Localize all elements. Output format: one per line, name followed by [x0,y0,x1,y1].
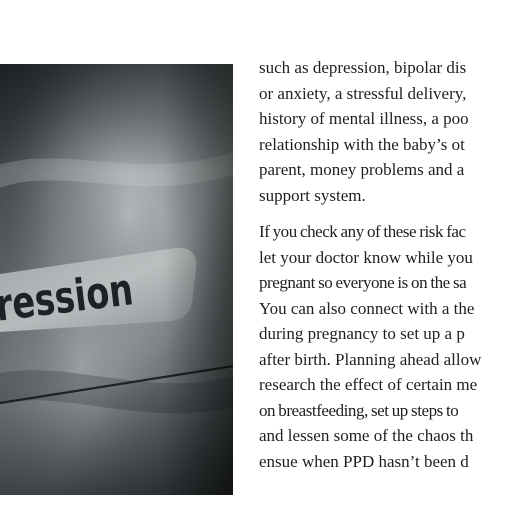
text-line: such as depression, bipolar dis [259,58,467,77]
text-line: or anxiety, a stressful delivery, [259,83,467,103]
text-line: research the effect of certain me [259,375,478,394]
text-line: You can also connect with a the [259,298,475,318]
text-line: and lessen some of the chaos th [259,426,474,445]
paragraph-risk-factors [259,55,512,208]
text-line: ensue when PPD hasn’t been d [259,451,469,471]
paragraph-planning-ahead [259,219,512,474]
text-line: support system. [259,185,366,205]
text-line: history of mental illness, a poo [259,109,469,128]
text-line: during pregnancy to set up a p [259,324,465,343]
text-line: pregnant so everyone is on the sa [259,273,467,292]
text-line: on breastfeeding, set up steps to [259,400,459,420]
text-line: let your doctor know while you [259,247,473,267]
text-line: If you check any of these risk fac [259,222,466,241]
text-line: relationship with the baby’s ot [259,134,465,154]
text-line: parent, money problems and a [259,160,465,179]
article-body-column [259,55,512,474]
photo-graphic [0,64,233,495]
text-line: after birth. Planning ahead allow [259,349,482,369]
depression-label-photo [0,64,233,495]
